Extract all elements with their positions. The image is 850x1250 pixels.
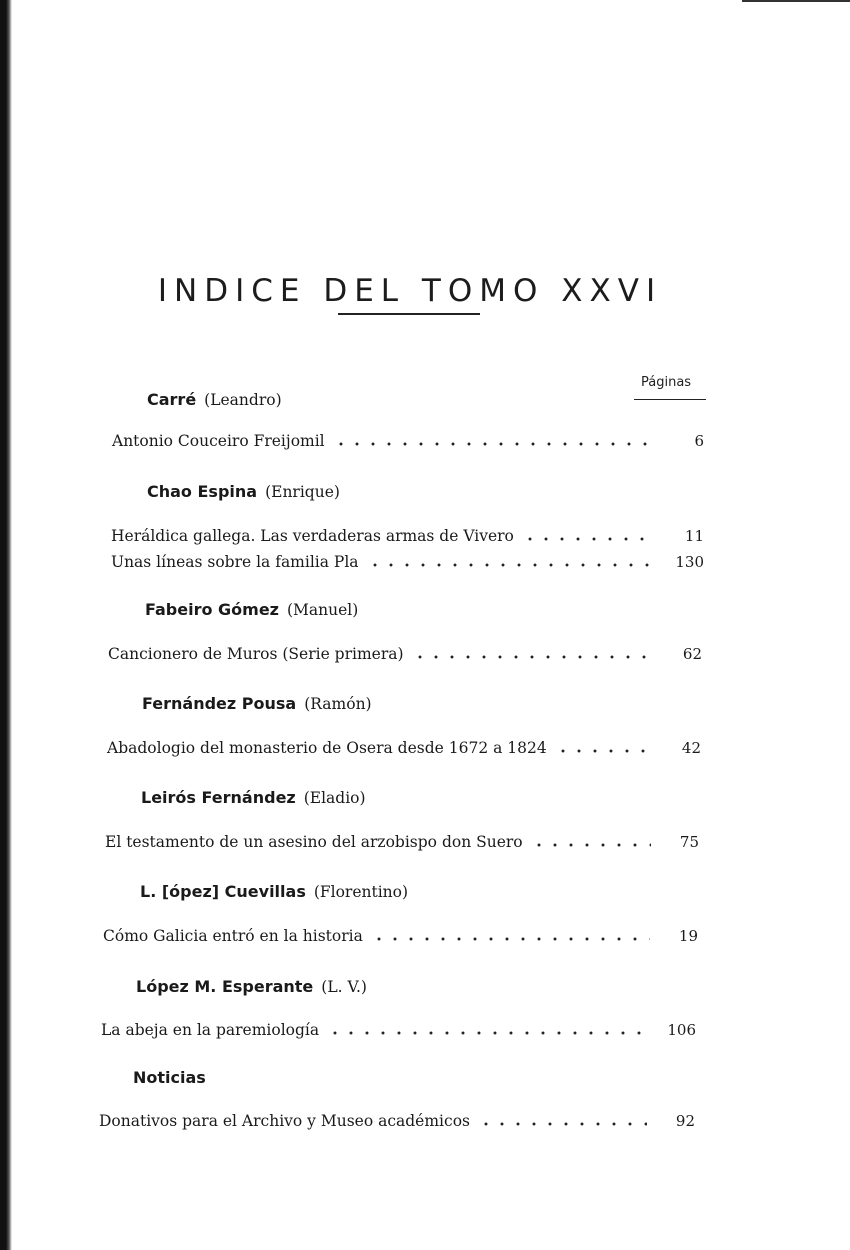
entry-page-number: 75: [679, 833, 699, 851]
entry-title: El testamento de un asesino del arzobispo don Suero: [105, 833, 523, 851]
entry-title: Abadologio del monasterio de Osera desde 1672 a 1824: [107, 739, 547, 757]
dot-leader: [412, 655, 654, 659]
author-surname: Carré: [147, 390, 197, 409]
dot-leader: [555, 749, 653, 753]
title-rule: [338, 313, 480, 315]
entry-page-number: 11: [684, 527, 704, 545]
entry-page-number: 92: [675, 1112, 695, 1130]
entry-title: La abeja en la paremiología: [101, 1021, 320, 1039]
index-entry: [103, 921, 698, 945]
author-heading: [133, 1068, 214, 1088]
author-heading: [141, 788, 366, 808]
entry-title: Unas líneas sobre la familia Pla: [111, 553, 359, 571]
author-given-name: (Leandro): [204, 391, 282, 409]
author-given-name: (Florentino): [313, 883, 409, 901]
paginas-header: Páginas: [641, 375, 692, 390]
author-heading: [145, 600, 358, 620]
dot-leader: [531, 843, 651, 847]
index-entry: [112, 426, 704, 450]
author-given-name: (Ramón): [304, 695, 372, 713]
entry-title: Donativos para el Archivo y Museo académicos: [99, 1112, 470, 1130]
dot-leader: [367, 563, 656, 567]
entry-title: Cómo Galicia entró en la historia: [103, 927, 363, 945]
entry-page-number: 19: [678, 927, 698, 945]
paginas-rule: [634, 399, 706, 400]
author-given-name: (Manuel): [287, 601, 359, 619]
author-given-name: (Enrique): [265, 483, 340, 501]
author-heading: [147, 390, 282, 410]
author-heading: [142, 694, 372, 714]
dot-leader: [522, 537, 656, 541]
index-entry: [111, 547, 704, 571]
dot-leader: [371, 937, 650, 941]
author-surname: López M. Esperante: [136, 977, 314, 996]
entry-title: Heráldica gallega. Las verdaderas armas de Vivero: [111, 527, 514, 545]
entry-page-number: 42: [681, 739, 701, 757]
corner-rule: [742, 0, 850, 2]
author-surname: L. [ópez] Cuevillas: [140, 882, 306, 901]
author-given-name: (Eladio): [303, 789, 366, 807]
index-entry: [99, 1106, 695, 1130]
author-surname: Noticias: [133, 1068, 206, 1087]
index-entry: [101, 1015, 696, 1039]
entry-page-number: 6: [694, 432, 704, 450]
index-entry: [108, 639, 702, 663]
author-surname: Leirós Fernández: [141, 788, 296, 807]
dot-leader: [327, 1031, 648, 1035]
entry-title: Antonio Couceiro Freijomil: [112, 432, 325, 450]
entry-title: Cancionero de Muros (Serie primera): [108, 645, 404, 663]
index-entry: [105, 827, 699, 851]
author-given-name: (L. V.): [321, 978, 367, 996]
dot-leader: [333, 442, 656, 446]
index-entry: [107, 733, 701, 757]
author-surname: Fernández Pousa: [142, 694, 297, 713]
author-heading: [147, 482, 340, 502]
entry-page-number: 62: [682, 645, 702, 663]
dot-leader: [478, 1122, 647, 1126]
entry-page-number: 130: [675, 553, 704, 571]
author-heading: [136, 977, 367, 997]
author-heading: [140, 882, 408, 902]
entry-page-number: 106: [667, 1021, 696, 1039]
page-binding-edge: [0, 0, 12, 1250]
author-surname: Chao Espina: [147, 482, 258, 501]
page-title: INDICE DEL TOMO XXVI: [157, 272, 663, 309]
author-surname: Fabeiro Gómez: [145, 600, 279, 619]
index-entry: [111, 521, 704, 545]
